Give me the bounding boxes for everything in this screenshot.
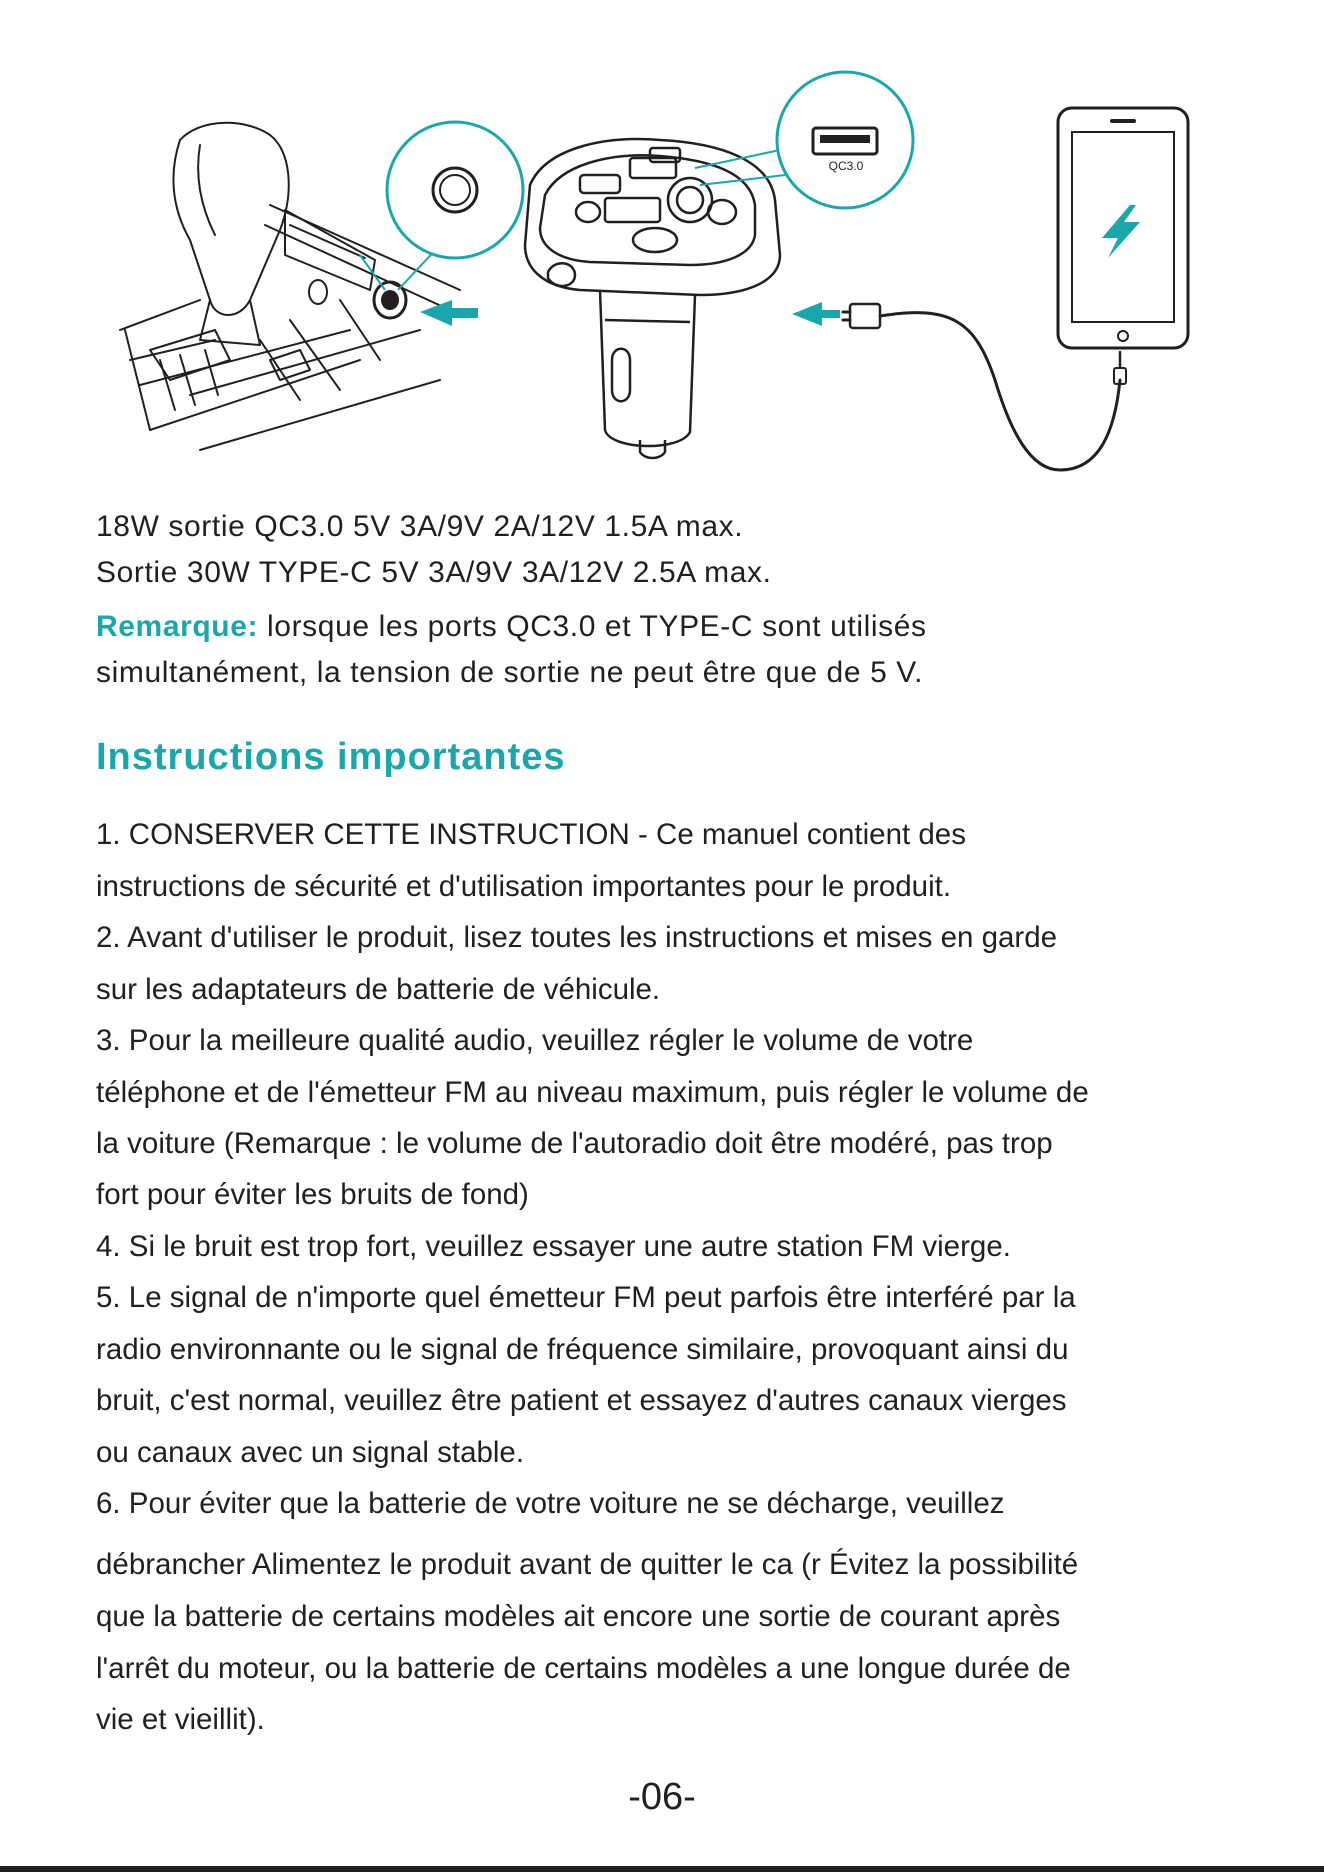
instruction-line: 5. Le signal de n'importe quel émetteur FM peut parfois être interféré par la [96,1281,1076,1314]
instruction-line: ou canaux avec un signal stable. [96,1436,525,1469]
instruction-line: bruit, c'est normal, veuillez être patient et essayez d'autres canaux vierges [96,1384,1067,1417]
remark-label: Remarque: [96,610,259,643]
arrow-left-icon [420,300,478,326]
instruction-line: 6. Pour éviter que la batterie de votre voiture ne se décharge, veuillez [96,1487,1005,1520]
instruction-line: radio environnante ou le signal de fréquence similaire, provoquant ainsi du [96,1333,1069,1366]
section-heading: Instructions importantes [96,736,566,778]
instruction-line: instructions de sécurité et d'utilisation importantes pour le produit. [96,870,952,903]
instruction-line: l'arrêt du moteur, ou la batterie de certains modèles a une longue durée de [96,1652,1071,1685]
instruction-line: que la batterie de certains modèles ait encore une sortie de courant après [96,1600,1061,1633]
instruction-line: 3. Pour la meilleure qualité audio, veuillez régler le volume de votre [96,1024,974,1057]
instruction-line: sur les adaptateurs de batterie de véhicule. [96,973,661,1006]
arrow-left-icon [792,302,840,326]
bottom-rule [0,1866,1324,1872]
port-label: QC3.0 [828,159,864,173]
remark-line-2: simultanément, la tension de sortie ne peut être que de 5 V. [96,656,924,689]
instruction-line: vie et vieillit). [96,1703,265,1736]
instruction-line: 4. Si le bruit est trop fort, veuillez essayer une autre station FM vierge. [96,1230,1011,1263]
instruction-line: débrancher Alimentez le produit avant de quitter le ca (r Évitez la possibilité [96,1548,1079,1581]
car-charger [525,139,780,458]
page-number: -06- [628,1776,696,1818]
instruction-line: 2. Avant d'utiliser le produit, lisez toutes les instructions et mises en garde [96,921,1058,954]
usb-port-zoom [695,72,913,208]
instruction-line: 1. CONSERVER CETTE INSTRUCTION - Ce manuel contient des [96,818,966,851]
charger-illustration [0,0,1324,490]
smartphone [1058,108,1188,348]
remark-text: lorsque les ports QC3.0 et TYPE-C sont utilisés [258,610,927,643]
instruction-line: fort pour éviter les bruits de fond) [96,1178,529,1211]
spec-type-c: Sortie 30W TYPE-C 5V 3A/9V 3A/12V 2.5A max. [96,556,772,589]
instruction-line: téléphone et de l'émetteur FM au niveau maximum, puis régler le volume de [96,1076,1089,1109]
spec-qc3: 18W sortie QC3.0 5V 3A/9V 2A/12V 1.5A max. [96,510,744,543]
remark-line-1 [96,610,927,644]
socket-zoom [360,122,523,290]
instruction-line: la voiture (Remarque : le volume de l'autoradio doit être modéré, pas trop [96,1127,1053,1160]
